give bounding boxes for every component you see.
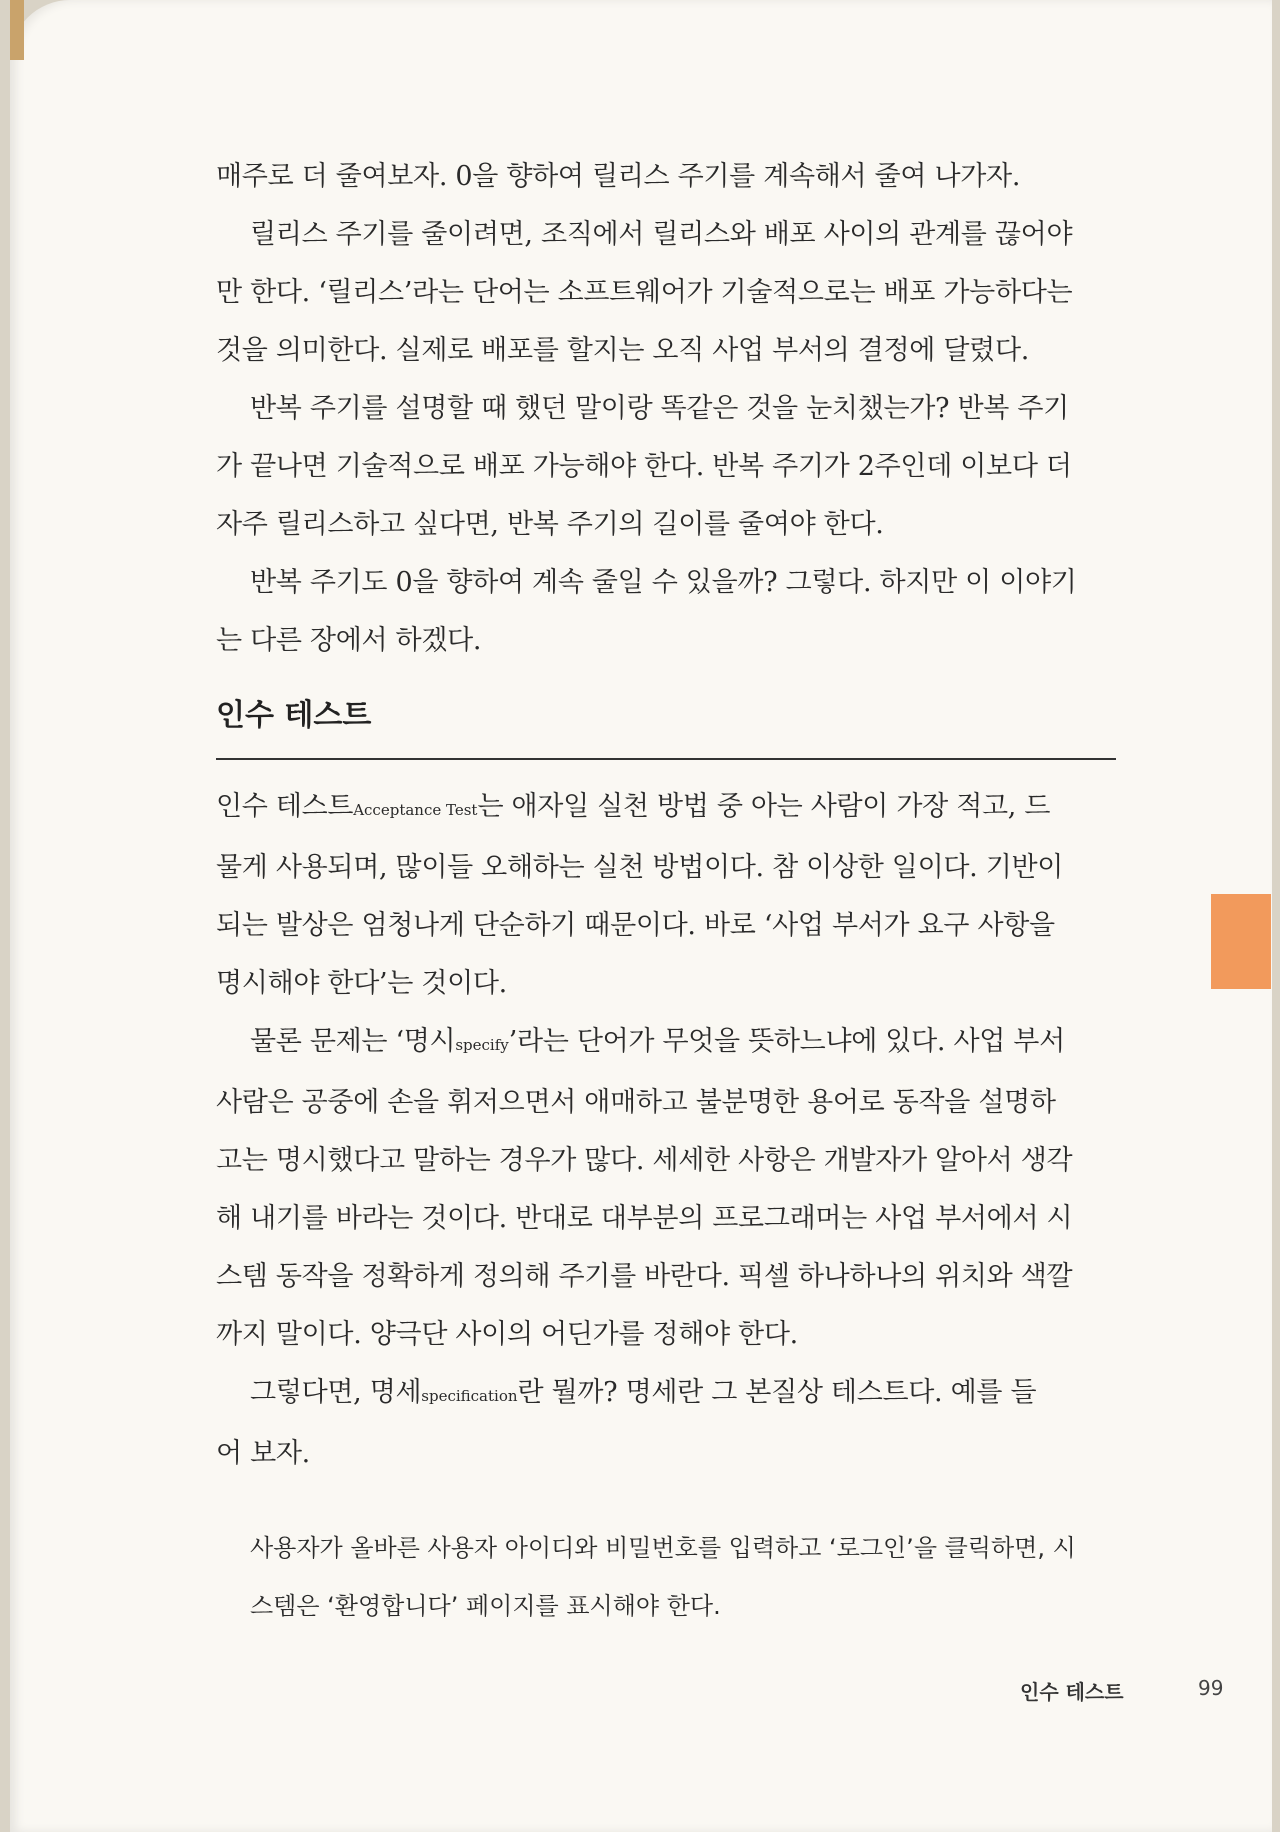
page-number: 99 [1198,1676,1224,1700]
section-heading: 인수 테스트 [216,696,1116,760]
paragraph-acceptance [216,778,1116,1013]
running-footer-title: 인수 테스트 [1020,1680,1124,1704]
paragraph-specification [216,1364,1116,1483]
text-line: 것을 의미한다. 실제로 배포를 할지는 오직 사업 부서의 결정에 달렸다. [216,335,1030,366]
text-run: 는 애자일 실천 방법 중 아는 사람이 가장 적고, 드 [477,791,1051,822]
term-subscript: Acceptance Test [353,801,478,819]
text-run: 물론 문제는 ‘명시 [250,1026,456,1057]
text-line: 되는 발상은 엄청나게 단순하기 때문이다. 바로 ‘사업 부서가 요구 사항을 [216,910,1055,941]
text-line: 어 보자. [216,1438,310,1469]
term-subscript: specification [421,1387,518,1405]
text-line: 해 내기를 바라는 것이다. 반대로 대부분의 프로그래머는 사업 부서에서 시 [216,1203,1073,1234]
text-line: 만 한다. ‘릴리스’라는 단어는 소프트웨어가 기술적으로는 배포 가능하다는 [216,277,1073,308]
text-line: 까지 말이다. 양극단 사이의 어딘가를 정해야 한다. [216,1319,798,1350]
text-line: 물게 사용되며, 많이들 오해하는 실천 방법이다. 참 이상한 일이다. 기반이 [216,852,1064,883]
chapter-tab-marker [1211,894,1271,989]
paragraph [216,554,1116,670]
page-corner-edge [10,0,24,60]
text-line: 고는 명시했다고 말하는 경우가 많다. 세세한 사항은 개발자가 알아서 생각 [216,1145,1073,1176]
text-run: ’라는 단어가 무엇을 뜻하느냐에 있다. 사업 부서 [508,1026,1065,1057]
text-line: 반복 주기도 0을 향하여 계속 줄일 수 있을까? 그렇다. 하지만 이 이야기 [250,567,1077,598]
term-subscript: specify [455,1036,509,1054]
paragraph [216,148,1116,206]
paragraph [216,380,1116,554]
page-content [216,148,1116,1635]
text-line: 스템 동작을 정확하게 정의해 주기를 바란다. 픽셀 하나하나의 위치와 색깔 [216,1261,1073,1292]
text-line: 사람은 공중에 손을 휘저으면서 애매하고 불분명한 용어로 동작을 설명하 [216,1087,1056,1118]
text-line [216,1364,1116,1425]
text-line [216,1013,1116,1074]
text-line [216,778,1116,839]
text-line: 자주 릴리스하고 싶다면, 반복 주기의 길이를 줄여야 한다. [216,509,884,540]
text-run: 그렇다면, 명세 [250,1377,422,1408]
example-block [216,1519,1116,1635]
text-line: 매주로 더 줄여보자. 0을 향하여 릴리스 주기를 계속해서 줄여 나가자. [216,161,1021,192]
book-page [10,0,1272,1832]
text-line: 명시해야 한다’는 것이다. [216,968,507,999]
paragraph-specify [216,1013,1116,1364]
example-line: 사용자가 올바른 사용자 아이디와 비밀번호를 입력하고 ‘로그인’을 클릭하면, 시 [250,1534,1076,1562]
text-line: 는 다른 장에서 하겠다. [216,625,482,656]
text-line: 반복 주기를 설명할 때 했던 말이랑 똑같은 것을 눈치챘는가? 반복 주기 [250,393,1069,424]
text-run: 인수 테스트 [216,791,354,822]
paragraph [216,206,1116,380]
text-run: 란 뭘까? 명세란 그 본질상 테스트다. 예를 들 [517,1377,1037,1408]
text-line: 릴리스 주기를 줄이려면, 조직에서 릴리스와 배포 사이의 관계를 끊어야 [250,219,1073,250]
example-line: 스템은 ‘환영합니다’ 페이지를 표시해야 한다. [250,1592,721,1620]
text-line: 가 끝나면 기술적으로 배포 가능해야 한다. 반복 주기가 2주인데 이보다 더 [216,451,1072,482]
